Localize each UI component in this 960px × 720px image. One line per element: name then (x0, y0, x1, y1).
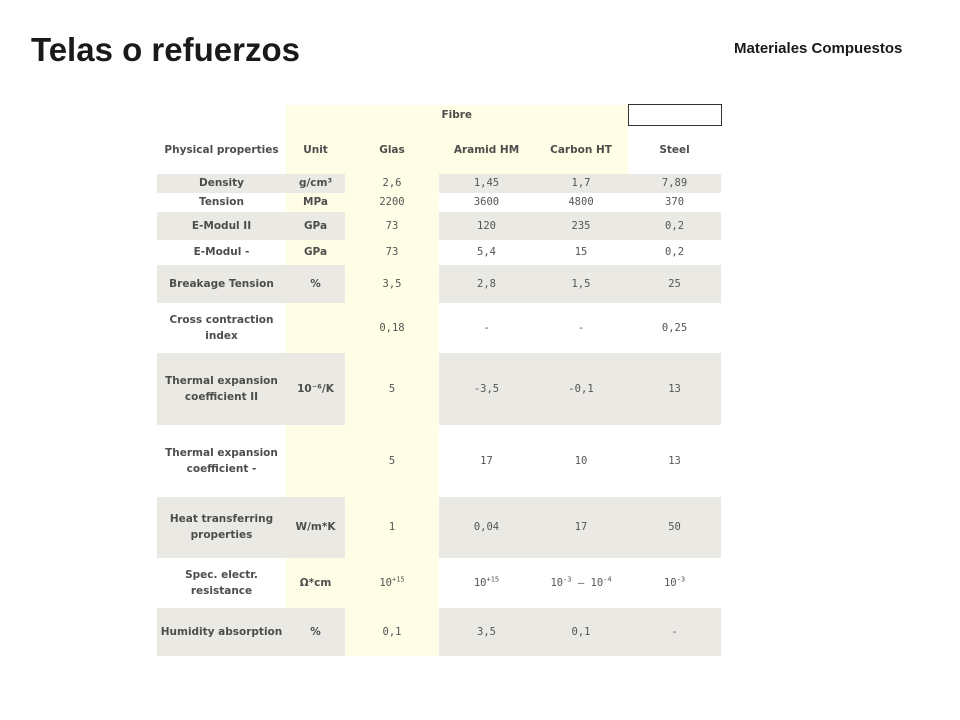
cell-glas: 0,1 (345, 608, 439, 656)
aramid-base: 10 (473, 576, 487, 589)
carbon-base-2: 10 (590, 576, 604, 589)
table-row (157, 497, 721, 558)
cell-steel: - (628, 608, 721, 656)
cell-aramid: -3,5 (439, 353, 534, 425)
row-unit: % (286, 265, 345, 303)
column-header-physical-properties: Physical properties (157, 126, 286, 174)
cell-aramid: 3600 (439, 193, 534, 212)
column-header-aramid-hm: Aramid HM (439, 126, 534, 174)
cell-carbon: 4800 (534, 193, 628, 212)
cell-carbon: 15 (534, 240, 628, 265)
cell-glas: 0,18 (345, 303, 439, 353)
header-empty-box (628, 105, 721, 126)
cell-steel: 25 (628, 265, 721, 303)
row-label: Humidity absorption (157, 608, 286, 656)
table-row (157, 353, 721, 425)
row-unit: GPa (286, 212, 345, 240)
table-header-row (157, 126, 721, 174)
table-row (157, 303, 721, 353)
table-header-group-row (157, 105, 721, 126)
row-label: Thermal expansion coefficient II (157, 353, 286, 425)
cell-glas: 2200 (345, 193, 439, 212)
cell-aramid: 3,5 (439, 608, 534, 656)
table-row (157, 174, 721, 193)
carbon-exponent-2: -4 (603, 575, 612, 583)
header-empty-cell (157, 105, 286, 126)
cell-aramid: 17 (439, 425, 534, 497)
row-label: E-Modul - (157, 240, 286, 265)
column-header-steel: Steel (628, 126, 721, 174)
row-unit: % (286, 608, 345, 656)
aramid-exponent: +15 (486, 575, 500, 583)
cell-glas: 5 (345, 425, 439, 497)
steel-exponent: -3 (676, 575, 686, 583)
cell-steel: 0,25 (628, 303, 721, 353)
fibre-properties-table (157, 104, 722, 656)
cell-glas: 5 (345, 353, 439, 425)
steel-base: 10 (663, 576, 677, 589)
carbon-exponent-1: -3 (563, 575, 572, 583)
cell-carbon (534, 558, 628, 608)
column-header-carbon-ht: Carbon HT (534, 126, 628, 174)
cell-steel: 13 (628, 425, 721, 497)
row-label: Spec. electr. resistance (157, 558, 286, 608)
cell-glas: 73 (345, 240, 439, 265)
cell-glas (345, 558, 439, 608)
row-unit: g/cm³ (286, 174, 345, 193)
glas-base: 10 (379, 576, 392, 589)
table-row (157, 193, 721, 212)
cell-carbon: 10 (534, 425, 628, 497)
cell-aramid: 2,8 (439, 265, 534, 303)
row-label: Breakage Tension (157, 265, 286, 303)
cell-steel: 13 (628, 353, 721, 425)
cell-carbon: -0,1 (534, 353, 628, 425)
row-unit (286, 303, 345, 353)
cell-steel: 7,89 (628, 174, 721, 193)
carbon-base-1: 10 (550, 576, 564, 589)
row-label: E-Modul II (157, 212, 286, 240)
row-unit (286, 425, 345, 497)
cell-aramid: 1,45 (439, 174, 534, 193)
table-row (157, 212, 721, 240)
table-row (157, 265, 721, 303)
column-header-unit: Unit (286, 126, 345, 174)
cell-glas: 2,6 (345, 174, 439, 193)
slide-title: Telas o refuerzos (31, 31, 300, 68)
cell-aramid (439, 558, 534, 608)
column-header-glas: Glas (345, 126, 439, 174)
row-unit: GPa (286, 240, 345, 265)
row-label: Heat transferring properties (157, 497, 286, 558)
cell-carbon: 1,7 (534, 174, 628, 193)
cell-carbon: 235 (534, 212, 628, 240)
table-row (157, 558, 721, 608)
table-row (157, 425, 721, 497)
cell-steel: 0,2 (628, 240, 721, 265)
cell-carbon: 17 (534, 497, 628, 558)
fibre-group-header: Fibre (286, 105, 628, 126)
cell-glas: 73 (345, 212, 439, 240)
row-unit: Ω*cm (286, 558, 345, 608)
row-unit: MPa (286, 193, 345, 212)
row-label: Density (157, 174, 286, 193)
row-unit: 10⁻⁶/K (286, 353, 345, 425)
cell-aramid: 5,4 (439, 240, 534, 265)
table-row (157, 240, 721, 265)
cell-carbon: - (534, 303, 628, 353)
cell-glas: 1 (345, 497, 439, 558)
glas-exponent: +15 (392, 575, 405, 583)
slide-subtitle: Materiales Compuestos (734, 40, 903, 57)
cell-carbon: 0,1 (534, 608, 628, 656)
carbon-separator: – (571, 576, 591, 589)
cell-steel: 370 (628, 193, 721, 212)
row-label: Thermal expansion coefficient - (157, 425, 286, 497)
row-unit: W/m*K (286, 497, 345, 558)
table-row (157, 608, 721, 656)
cell-carbon: 1,5 (534, 265, 628, 303)
cell-aramid: - (439, 303, 534, 353)
cell-aramid: 0,04 (439, 497, 534, 558)
cell-steel: 0,2 (628, 212, 721, 240)
cell-aramid: 120 (439, 212, 534, 240)
row-label: Cross contraction index (157, 303, 286, 353)
cell-steel: 50 (628, 497, 721, 558)
fibre-properties-table-container (157, 104, 721, 655)
row-label: Tension (157, 193, 286, 212)
cell-steel (628, 558, 721, 608)
cell-glas: 3,5 (345, 265, 439, 303)
